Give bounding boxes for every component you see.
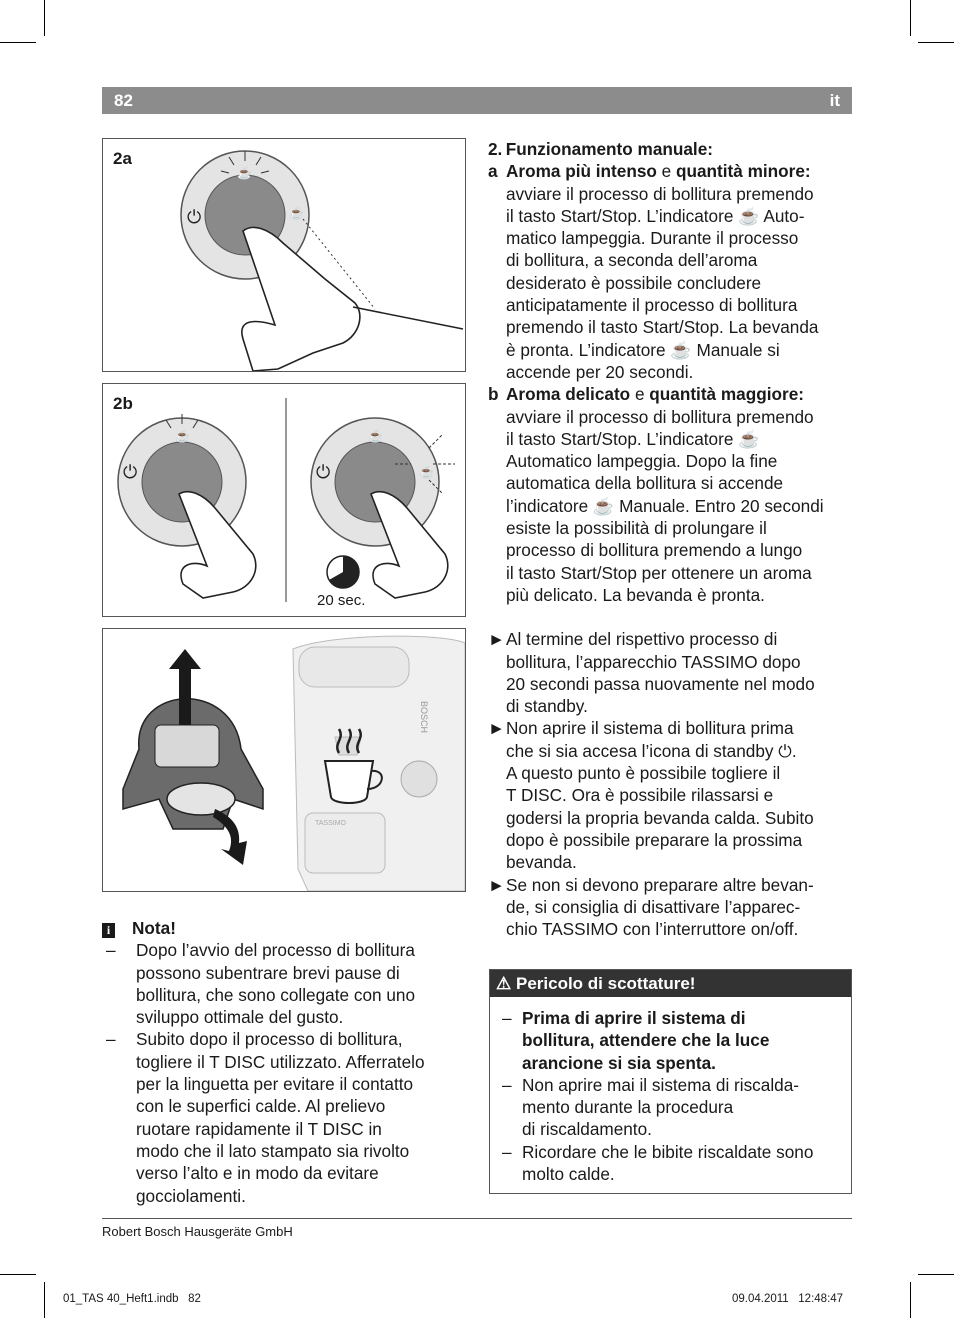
manual-operation-section [488,138,852,940]
item-marker: – [502,1141,512,1162]
section-heading: 2. Funzionamento manuale: [488,139,713,159]
text-line: 20 secondi passa nuovamente nel modo [506,673,815,694]
tdisc-text: TASSIMO [315,820,346,827]
warning-title: Pericolo di scottature! [515,974,696,993]
note-section [102,917,462,1207]
item-marker: – [502,1074,512,1095]
info-icon: i [102,923,115,938]
text-line: bollitura, l’apparecchio TASSIMO dopo [506,651,801,672]
text-line: esiste la possibilità di prolungare il [506,518,767,539]
cup-icon: ☕ [175,429,190,443]
text-line: di standby. [506,696,588,717]
text-line: godersi la propria bevanda calda. Subito [506,807,814,828]
item-marker: a [488,161,498,182]
list-item [488,160,852,383]
text-line: T DISC. Ora è possibile rilassarsi e [506,785,774,806]
text-line: Ricordare che le bibite riscaldate sono [522,1141,814,1162]
cup-icon [325,761,373,803]
text-line: desiderato è possibile concludere [506,272,762,293]
text-line: modo che il lato stampato sia rivolto [136,1140,410,1161]
crop-mark [910,0,911,36]
text-line: matico lampeggia. Durante il processo [506,228,799,249]
text-line: è pronta. L’indicatore ☕ Manuale si [506,339,780,360]
text-line: processo di bollitura premendo a lungo [506,540,803,561]
text-line: premendo il tasto Start/Stop. La bevanda [506,317,819,338]
arm-line [353,307,463,329]
item-title: Aroma più intenso [506,161,657,182]
list-item [500,1007,841,1074]
bullet-item [488,717,852,873]
text-line: A questo punto è possibile togliere il [506,763,781,784]
warning-box [489,969,852,1194]
figure-label: 2b [113,394,133,413]
text-line: Subito dopo il processo di bollitura, [136,1029,403,1050]
text-line: togliere il T DISC utilizzato. Afferratelo [136,1051,425,1072]
cup-plus-icon: ☕ [289,206,304,220]
text-line: mento durante la procedura [522,1097,734,1118]
cup-icon: ☕ [237,166,252,180]
control-dial-illustration [103,384,465,616]
item-title: Aroma delicato [506,384,631,405]
text-line: gocciolamenti. [136,1185,246,1206]
list-item [102,1028,462,1206]
bullet-item [488,874,852,941]
item-marker: – [106,1029,116,1050]
crop-mark [44,1282,45,1318]
power-icon: ⏻ [187,207,202,227]
crop-mark [0,42,36,43]
text-line: il tasto Start/Stop. L’indicatore ☕ [506,428,760,449]
item-title: quantità minore: [676,161,811,182]
text-line: avviare il processo di bollitura premendo [506,183,814,204]
text-line: per la linguetta per evitare il contatto [136,1074,414,1095]
text-line: il tasto Start/Stop per ottenere un aroma [506,562,812,583]
text-line: Al termine del rispettivo processo di [506,629,778,650]
text-line: de, si consiglia di disattivare l’apparec- [506,896,801,917]
text-line: anticipatamente il processo di bollitura [506,295,798,316]
figure-machine [102,628,466,892]
bullet-item [488,628,852,717]
machine-illustration [103,629,465,891]
text-line: bollitura, che sono collegate con uno [136,984,416,1005]
control-dial-illustration [103,139,465,371]
crop-mark [44,0,45,36]
crop-mark [918,1274,954,1275]
cup-plus-icon: ☕ [419,465,434,479]
brew-chamber [155,725,219,767]
bullet-arrow-icon: ► [488,718,506,739]
machine-knob [401,761,437,797]
list-item [500,1141,841,1186]
text-line: Dopo l’avvio del processo di bollitura [136,940,415,961]
brand-text: BOSCH [419,701,429,734]
text-line: il tasto Start/Stop. L’indicatore ☕ Auto- [506,205,805,226]
text-line: dopo è possibile preparare la prossima [506,829,803,850]
text-line: Prima di aprire il sistema di [522,1008,746,1028]
note-title: Nota! [132,918,176,938]
text-line: accende per 20 secondi. [506,361,694,382]
cup-icon: ☕ [368,429,383,443]
item-marker: – [502,1008,512,1028]
crop-mark [918,42,954,43]
figure-label: 2a [113,149,132,168]
text-line: bevanda. [506,852,577,873]
text-line: che si sia accesa l’icona di standby ⏻. [506,740,797,761]
text-line: sviluppo ottimale del gusto. [136,1007,344,1028]
power-icon: ⏻ [316,462,331,482]
footer-company: Robert Bosch Hausgeräte GmbH [102,1224,293,1239]
text-line: l’indicatore ☕ Manuale. Entro 20 secondi [506,495,824,516]
list-item [488,383,852,606]
print-slug-date: 09.04.2011 12:48:47 [732,1293,844,1305]
footer-divider [102,1218,852,1219]
text-line: arancione si sia spenta. [522,1052,716,1073]
text-line: verso l’alto e in modo da evitare [136,1163,379,1184]
timer-label: 20 sec. [317,592,366,609]
item-conjunction: e [630,384,650,405]
list-item [500,1074,841,1141]
text-line: chio TASSIMO con l’interruttore on/off. [506,919,799,940]
language-code: it [829,91,840,110]
tdisc-icon [167,783,235,815]
text-line: ruotare rapidamente il T DISC in [136,1118,382,1139]
item-conjunction: e [656,161,676,182]
text-line: avviare il processo di bollitura premendo [506,406,814,427]
text-line: molto calde. [522,1164,615,1185]
arrow-down-icon [213,809,247,865]
text-line: con le superfici calde. Al prelievo [136,1096,386,1117]
text-line: automatica della bollitura si accende [506,473,784,494]
text-line: più delicato. La bevanda è pronta. [506,584,765,605]
machine-head [299,647,409,687]
page-number: 82 [114,91,133,110]
hand-icon [242,227,360,371]
crop-mark [910,1282,911,1318]
bullet-arrow-icon: ► [488,874,506,895]
warning-triangle-icon: ⚠ [496,974,512,993]
list-item [102,939,462,1028]
text-line: Automatico lampeggia. Dopo la fine [506,451,778,472]
text-line: Non aprire mai il sistema di riscalda- [522,1074,799,1095]
crop-mark [0,1274,36,1275]
item-marker: b [488,384,499,405]
text-line: Se non si devono preparare altre bevan- [506,874,814,895]
text-line: bollitura, attendere che la luce [522,1030,770,1051]
figure-2b [102,383,466,617]
text-line: di bollitura, a seconda dell’aroma [506,250,758,271]
warning-title-bar [490,970,851,997]
text-line: possono subentrare brevi pause di [136,962,400,983]
item-title: quantità maggiore: [649,384,804,405]
text-line: di riscaldamento. [522,1119,652,1140]
text-line: Non aprire il sistema di bollitura prima [506,718,794,739]
power-icon: ⏻ [123,462,138,482]
item-marker: – [106,940,116,961]
page-header [102,87,852,114]
bullet-arrow-icon: ► [488,629,506,650]
print-slug-file: 01_TAS 40_Heft1.indb 82 [63,1293,201,1305]
figure-2a [102,138,466,372]
